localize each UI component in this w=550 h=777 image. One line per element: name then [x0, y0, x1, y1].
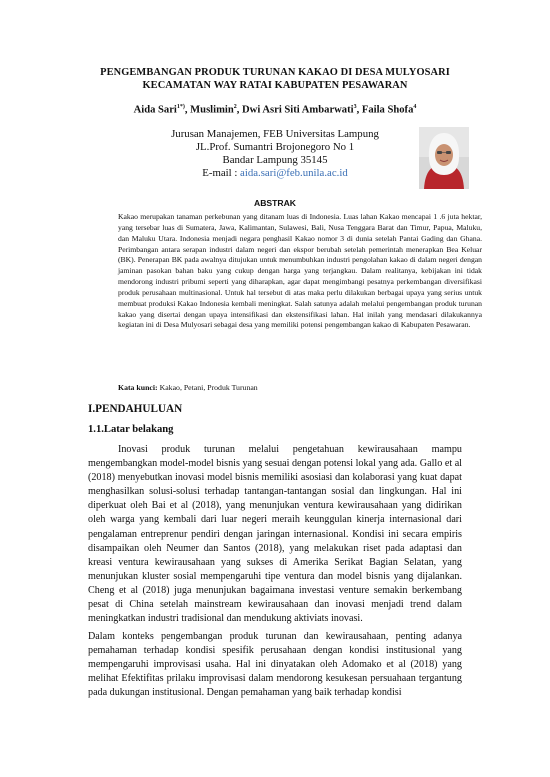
affiliation-line-1: Jurusan Manajemen, FEB Universitas Lampung — [171, 128, 379, 140]
author-4-name: Faila Shofa — [361, 104, 414, 116]
title-line-1: PENGEMBANGAN PRODUK TURUNAN KAKAO DI DESA MULYOSARI — [100, 67, 450, 78]
author-3-name: Dwi Asri Siti Ambarwati — [242, 104, 354, 116]
author-4-sup: 4 — [413, 104, 417, 110]
author-2-name: Muslimin — [190, 104, 234, 116]
affiliation-line-3: Bandar Lampung 35145 — [222, 154, 328, 166]
author-separator: , — [356, 104, 362, 116]
title-line-2: KECAMATAN WAY RATAI KABUPATEN PESAWARAN — [142, 80, 408, 91]
abstract-heading: ABSTRAK — [253, 198, 296, 208]
author-photo-illustration — [419, 127, 469, 189]
subsection-heading: 1.1.Latar belakang — [88, 424, 174, 435]
author-2-sup: 2 — [233, 104, 237, 110]
body-paragraph-1: Inovasi produk turunan melalui pengetahuan kewirausahaan mampu mengembangkan model-model bisnis yang sesuai dengan potensi lokal yang ada. Gallo et al (2018) menyebutkan inovasi model bisnis memiliki asosiasi dan kolaborasi yang kuat dapat menghasilkan solusi-solusi terhadap tantangan-tantangan sosial dan lingkungan. Hal ini diperkuat oleh Bai et al (2018), yang menunjukan ventura kewirausahaan yang didirikan oleh warga yang kembali dari luar negeri meraih keunggulan kinerja internasional dari pengalaman entreprenur pendiri dengan jaringan internasional. Kondisi ini secara empiris disampaikan oleh Neumer dan Santos (2018), yang melakukan riset pada adaptasi dan kreasi ventura kewirausahaan yang sukses di Amerika Serikat Bagian Selatan, yang menunjukan kluster sosial mempengaruhi tipe ventura dan model bisnis yang dijalankan. Cheng et al (2018) juga menunjukan bagaimana investasi venture semakin berkembang pesat di China setelah mainstream kewirausahaan dan inovasi menjadi trend dalam meningkatkan industri tradisional dan mendukung aktiviats inovasi. — [88, 444, 462, 625]
body-paragraph-2: Dalam konteks pengembangan produk turunan dan kewirausahaan, penting adanya pemahaman terhadap kondisi spesifik perusahaan dengan kondisi institusional yang mempengaruhi improvisasi usaha. Hal ini dinyatakan oleh Adomako et al (2018) yang melihat Efektifitas prilaku improvisasi dalam mendorong kesukesan persuahaan tergantung pada dukungan institusional. Dengan pemahaman yang baik terhadap kondisi — [88, 631, 462, 699]
author-list — [60, 104, 490, 116]
author-photo — [419, 127, 469, 189]
author-3-sup: 3 — [353, 104, 357, 110]
email-link[interactable]: aida.sari@feb.unila.ac.id — [240, 167, 348, 179]
author-1-name: Aida Sari — [133, 104, 177, 116]
keywords-value: Kakao, Petani, Produk Turunan — [159, 383, 258, 392]
abstract-text: Kakao merupakan tanaman perkebunan yang ditanam luas di Indonesia. Luas lahan Kakao mencapai 1 .6 juta hektar, yang tersebar luas di Sumatera, Jawa, Kalimantan, Sulawesi, Bali, Nusa Tenggara Barat dan Timur, Papua, Maluku, dan Maluku Utara. Indonesia menjadi negara penghasil Kakao nomor 3 di dunia setelah Pantai Gading dan Ghana. Perimbangan antara serapan industri dalam negeri dan ekspor berubah setelah pemerintah menerapkan Bea Keluar (BK). Penerapan BK pada awalnya ditujukan untuk menumbuhkan industri pengolahan kakao di dalam negeri dengan jaminan pasokan bahan baku yang cukup dengan harga yang terjangkau. Dalam realitanya, kebijakan ini tidak mendorong industri pribumi seperti yang diharapkan, agar dapat mengimbangi pesatnya perkembangan diversifikasi produk perusahaan multinasional. Untuk hal tersebut di atas maka perlu dilakukan berbagai upaya yang serius untuk membuat produksi Kakao Indonesia kembali meningkat. Salah satunya adalah melalui pengembangan produk turunan kakao yang disertai dengan upaya intensifikasi dan ekstensifikasi lahan. Hal inilah yang mendasari dilakukannya kegiatan ini di Desa Mulyosari sebagai desa yang memiliki potensi pengembangan kakao di Kabupaten Pesawaran. — [118, 212, 482, 330]
author-separator: , — [236, 104, 243, 116]
section-heading: I.PENDAHULUAN — [88, 403, 183, 415]
keywords-label: Kata kunci: — [118, 383, 160, 392]
author-1-sup: 1*) — [176, 104, 185, 110]
paper-title — [60, 66, 490, 92]
affiliation-line-2: JL.Prof. Sumantri Brojonegoro No 1 — [195, 141, 355, 153]
email-label: E-mail : — [202, 167, 241, 179]
author-separator: , — [184, 104, 191, 116]
email-line — [150, 167, 400, 180]
affiliation-block — [150, 128, 400, 180]
keywords-line — [118, 383, 482, 392]
